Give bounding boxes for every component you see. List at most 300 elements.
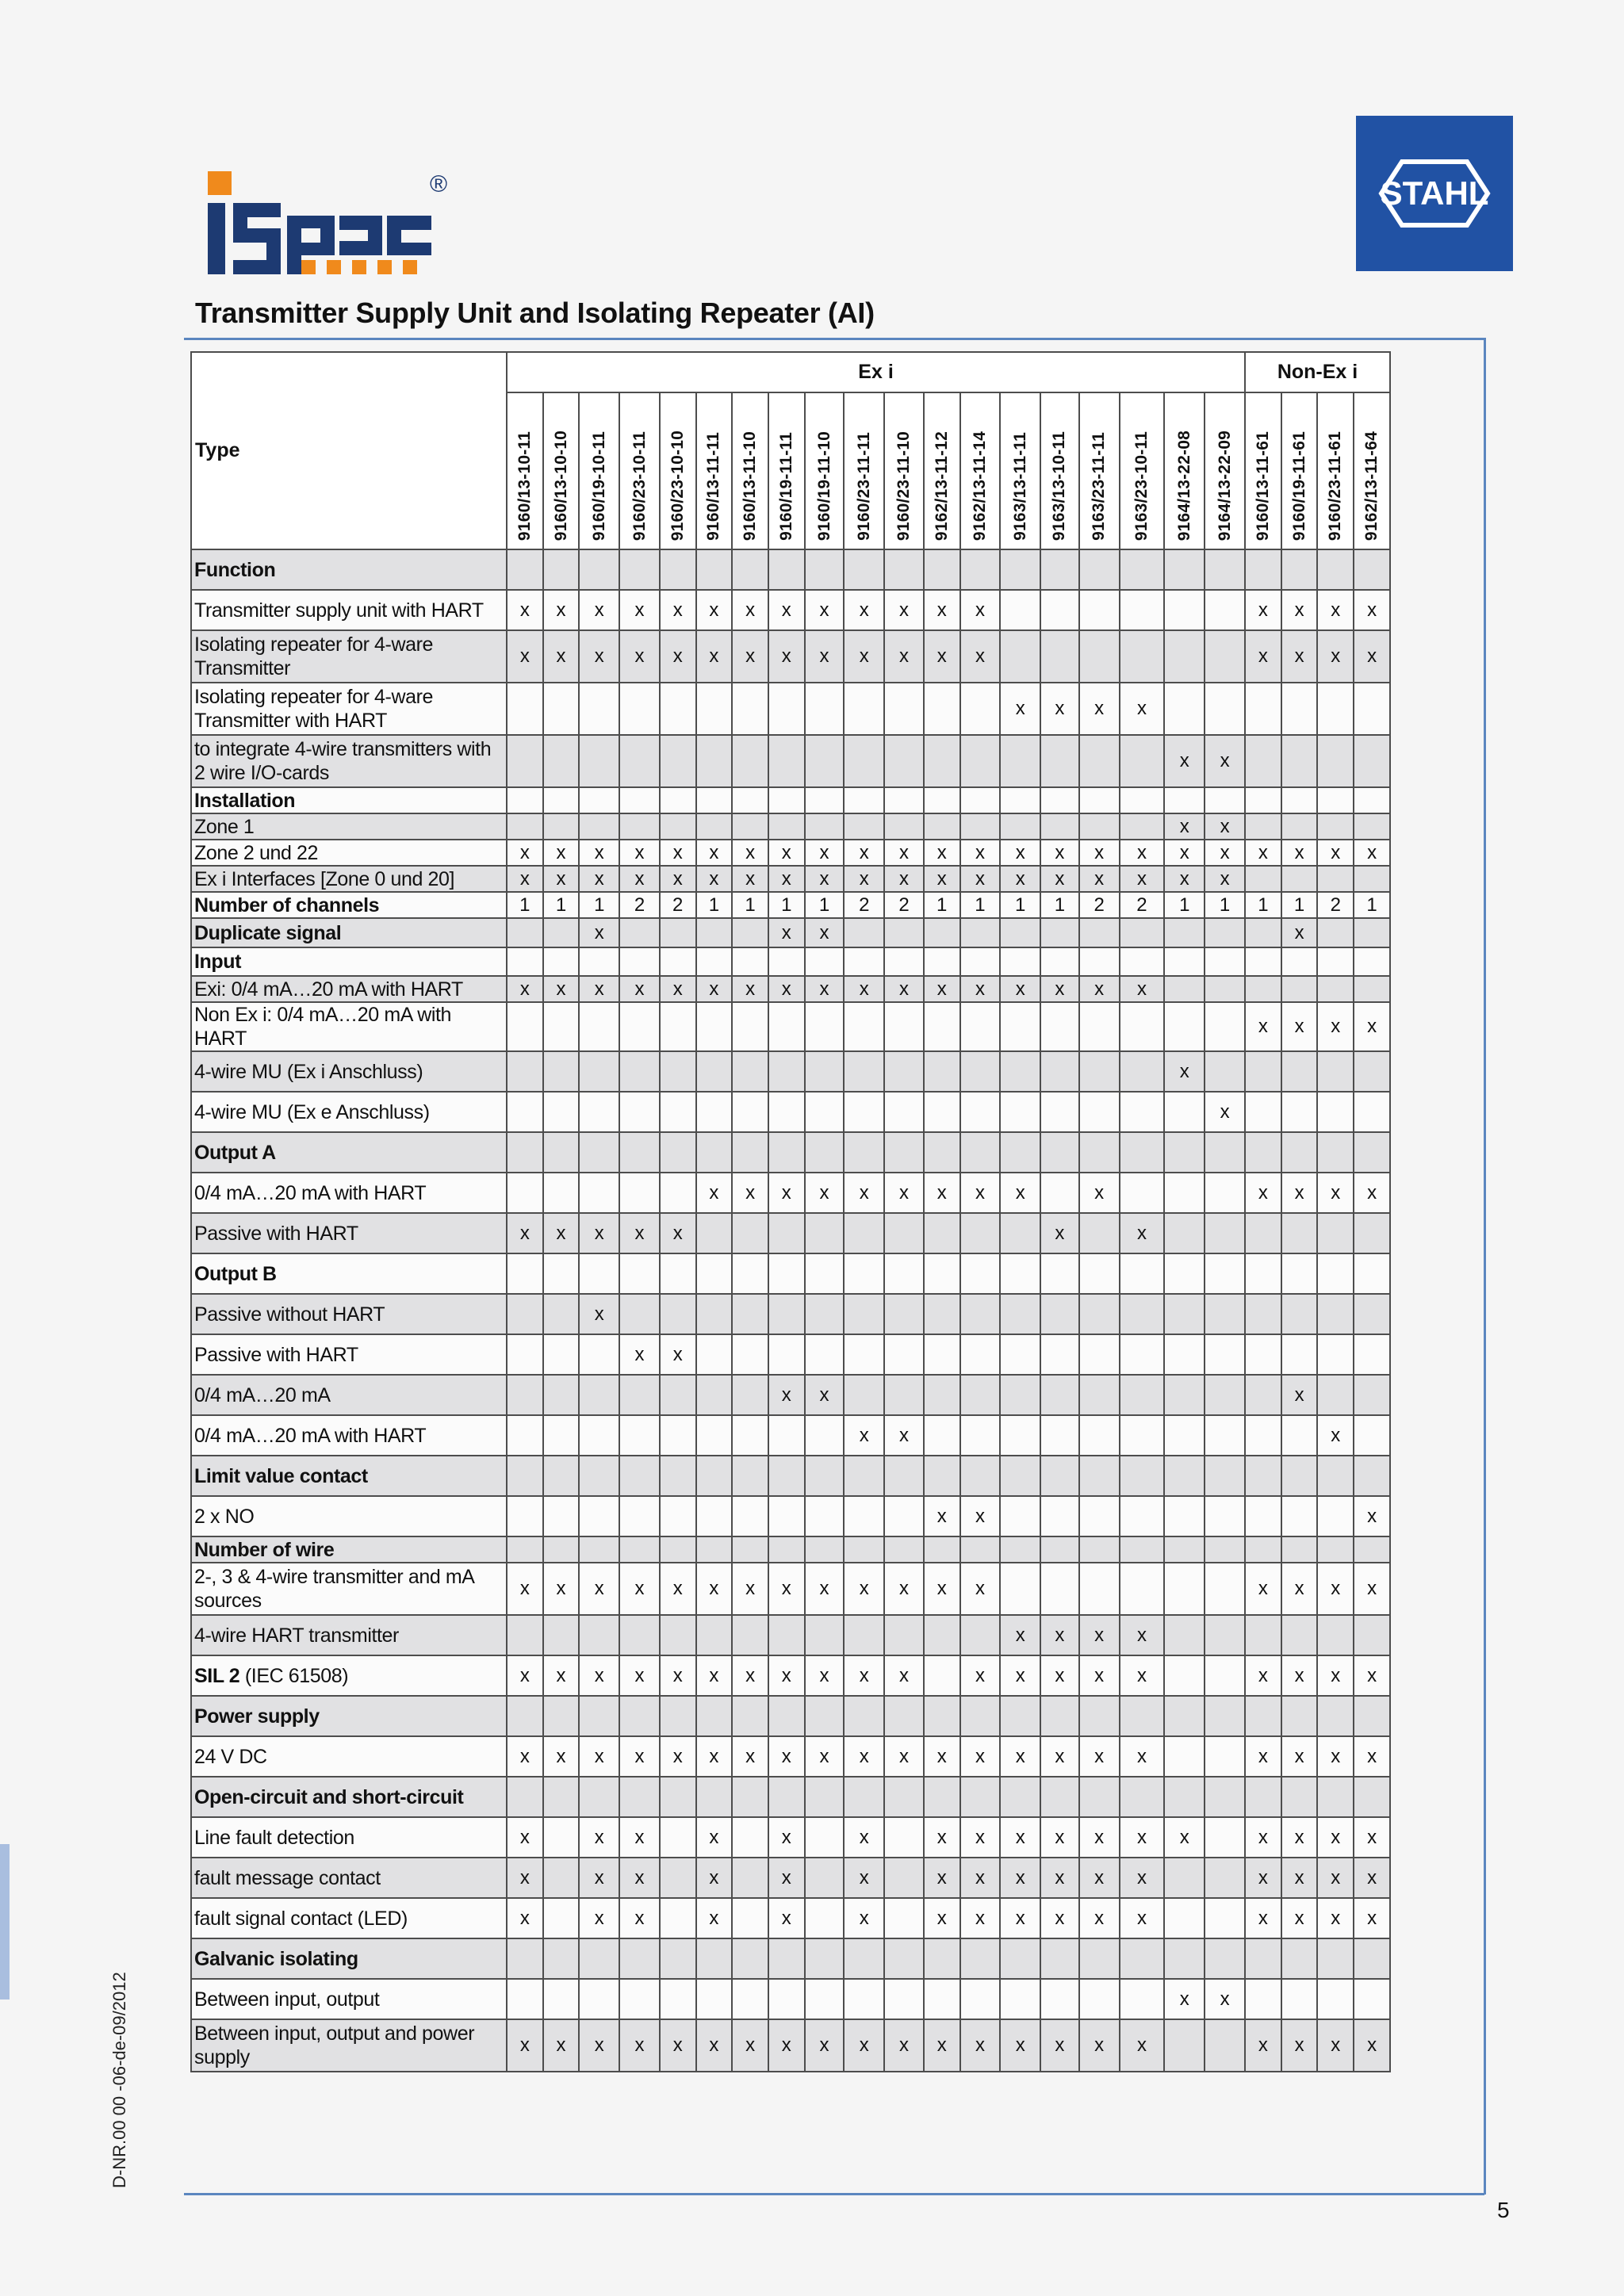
table-cell — [1317, 918, 1354, 947]
table-cell — [844, 1253, 884, 1294]
table-cell — [660, 1253, 696, 1294]
table-cell — [1120, 813, 1165, 840]
table-cell — [768, 1092, 805, 1132]
table-cell: x — [619, 2019, 660, 2072]
table-cell: x — [507, 2019, 543, 2072]
column-header — [1354, 392, 1390, 549]
table-cell — [960, 1456, 1001, 1496]
table-cell: x — [805, 1736, 845, 1777]
row-label: 4-wire MU (Ex i Anschluss) — [191, 1051, 507, 1092]
table-cell — [844, 787, 884, 813]
table-cell — [1040, 549, 1079, 590]
table-cell: x — [884, 590, 924, 630]
row-label: to integrate 4-wire transmitters with 2 wire I/O-cards — [191, 735, 507, 787]
table-cell: x — [805, 976, 845, 1002]
table-cell — [805, 1253, 845, 1294]
table-cell — [924, 1777, 960, 1817]
table-cell — [1164, 2019, 1205, 2072]
table-cell — [884, 1456, 924, 1496]
table-cell: 2 — [844, 892, 884, 918]
row-label: Output A — [191, 1132, 507, 1173]
table-cell: x — [696, 630, 733, 683]
table-cell: x — [1354, 1817, 1390, 1858]
row-label — [191, 1655, 507, 1696]
table-cell — [960, 947, 1001, 976]
table-cell — [732, 1615, 768, 1655]
table-cell: x — [1317, 1173, 1354, 1213]
table-cell — [768, 1051, 805, 1092]
table-cell — [1000, 1415, 1040, 1456]
table-cell: x — [619, 590, 660, 630]
table-cell — [1281, 1979, 1318, 2019]
table-cell — [660, 1132, 696, 1173]
table-cell — [619, 1132, 660, 1173]
table-cell: x — [660, 1213, 696, 1253]
table-cell: x — [1164, 735, 1205, 787]
table-cell — [1317, 1496, 1354, 1536]
table-cell — [1164, 1777, 1205, 1817]
table-cell: 1 — [1040, 892, 1079, 918]
table-cell — [660, 1979, 696, 2019]
table-cell — [543, 1051, 580, 1092]
table-cell — [1079, 787, 1120, 813]
table-cell: x — [884, 976, 924, 1002]
row-label: Input — [191, 947, 507, 976]
table-cell: x — [1040, 1736, 1079, 1777]
table-cell — [1281, 1334, 1318, 1375]
table-cell: x — [960, 630, 1001, 683]
table-cell — [924, 1415, 960, 1456]
table-cell — [768, 1979, 805, 2019]
table-cell: x — [1354, 590, 1390, 630]
table-cell — [805, 1496, 845, 1536]
table-cell — [1317, 976, 1354, 1002]
table-cell: x — [1354, 1736, 1390, 1777]
table-cell — [1205, 1536, 1245, 1563]
table-cell: x — [732, 1563, 768, 1615]
column-header-label: 9160/23-10-11 — [630, 430, 649, 541]
table-cell: x — [1317, 1655, 1354, 1696]
table-cell: x — [543, 1213, 580, 1253]
table-cell — [1281, 1938, 1318, 1979]
table-cell — [543, 1496, 580, 1536]
document-code: D-NR.00 00 -06-de-09/2012 — [109, 1972, 129, 2188]
table-cell — [1281, 813, 1318, 840]
table-cell — [1079, 1051, 1120, 1092]
table-cell — [1354, 1615, 1390, 1655]
table-row — [191, 1938, 1390, 1979]
table-row — [191, 866, 1390, 892]
table-cell — [579, 1051, 619, 1092]
table-cell — [1079, 1294, 1120, 1334]
table-cell — [507, 787, 543, 813]
table-cell: x — [884, 1173, 924, 1213]
table-cell — [1164, 549, 1205, 590]
row-label: Isolating repeater for 4-ware Transmitter with HART — [191, 683, 507, 735]
table-cell — [1164, 787, 1205, 813]
table-cell — [543, 1615, 580, 1655]
table-cell: x — [696, 976, 733, 1002]
table-cell: x — [619, 630, 660, 683]
table-cell: x — [805, 918, 845, 947]
table-row — [191, 1536, 1390, 1563]
table-cell — [924, 1051, 960, 1092]
column-header-label: 9163/23-11-11 — [1090, 432, 1109, 541]
table-cell — [924, 1002, 960, 1051]
table-cell: x — [1354, 2019, 1390, 2072]
table-cell — [1120, 1415, 1165, 1456]
table-cell — [1245, 1536, 1281, 1563]
group-header-row — [191, 352, 1390, 392]
table-cell: x — [543, 1563, 580, 1615]
table-cell — [844, 1496, 884, 1536]
table-row — [191, 976, 1390, 1002]
table-cell: x — [1120, 683, 1165, 735]
table-cell — [1120, 947, 1165, 976]
stahl-logo-text: STAHL — [1380, 174, 1489, 212]
table-cell: 1 — [732, 892, 768, 918]
table-cell — [924, 1696, 960, 1736]
table-cell — [579, 683, 619, 735]
table-cell — [844, 947, 884, 976]
table-row — [191, 2019, 1390, 2072]
table-cell — [1281, 1132, 1318, 1173]
row-label: Zone 1 — [191, 813, 507, 840]
table-cell: x — [1120, 1817, 1165, 1858]
row-label: Passive with HART — [191, 1334, 507, 1375]
table-cell — [1079, 1696, 1120, 1736]
table-cell: x — [1079, 1898, 1120, 1938]
column-header-label: 9162/13-11-64 — [1362, 430, 1381, 541]
table-cell: 1 — [579, 892, 619, 918]
table-cell — [1000, 1132, 1040, 1173]
table-cell — [805, 549, 845, 590]
table-cell — [619, 1979, 660, 2019]
table-cell: x — [1317, 1415, 1354, 1456]
table-cell — [660, 549, 696, 590]
table-cell: x — [507, 630, 543, 683]
table-cell — [924, 1456, 960, 1496]
table-cell — [1120, 1092, 1165, 1132]
table-cell — [1281, 1051, 1318, 1092]
table-cell — [960, 1375, 1001, 1415]
table-cell: x — [579, 630, 619, 683]
table-cell: x — [1245, 590, 1281, 630]
table-cell — [884, 1817, 924, 1858]
table-cell — [1079, 947, 1120, 976]
table-cell — [844, 1002, 884, 1051]
table-cell: 1 — [805, 892, 845, 918]
table-cell — [1245, 1132, 1281, 1173]
column-header-label: 9160/13-11-10 — [741, 430, 760, 541]
table-cell: 2 — [1317, 892, 1354, 918]
table-cell — [1040, 947, 1079, 976]
table-cell: x — [844, 1655, 884, 1696]
table-row — [191, 1736, 1390, 1777]
table-cell — [696, 735, 733, 787]
table-cell: x — [579, 1213, 619, 1253]
table-cell — [844, 683, 884, 735]
table-cell: x — [1245, 630, 1281, 683]
table-cell — [1317, 683, 1354, 735]
table-cell — [579, 735, 619, 787]
row-label: 4-wire HART transmitter — [191, 1615, 507, 1655]
table-cell — [619, 1615, 660, 1655]
table-cell — [768, 735, 805, 787]
table-cell — [660, 1002, 696, 1051]
table-cell — [805, 1615, 845, 1655]
table-cell: x — [1245, 1655, 1281, 1696]
table-cell: x — [696, 590, 733, 630]
table-cell: 1 — [1205, 892, 1245, 918]
table-cell — [543, 1092, 580, 1132]
table-cell — [1000, 1002, 1040, 1051]
table-cell — [1164, 1253, 1205, 1294]
column-header-label: 9160/19-10-11 — [589, 430, 608, 541]
row-label: 2-, 3 & 4-wire transmitter and mA sources — [191, 1563, 507, 1615]
table-cell: x — [1040, 1898, 1079, 1938]
table-cell — [619, 1938, 660, 1979]
column-header — [1040, 392, 1079, 549]
table-cell: x — [1000, 1173, 1040, 1213]
ispac-logo — [205, 168, 450, 279]
table-cell — [660, 1051, 696, 1092]
table-cell — [732, 1979, 768, 2019]
table-cell: x — [960, 976, 1001, 1002]
table-cell — [1245, 683, 1281, 735]
table-cell — [805, 1132, 845, 1173]
table-cell: x — [1354, 1173, 1390, 1213]
table-cell — [543, 1375, 580, 1415]
table-cell — [884, 1334, 924, 1375]
frame-right-line — [1484, 338, 1486, 2195]
table-cell: x — [732, 590, 768, 630]
table-cell — [696, 787, 733, 813]
table-cell — [1040, 1294, 1079, 1334]
table-cell — [579, 813, 619, 840]
table-cell — [1205, 918, 1245, 947]
table-row — [191, 1655, 1390, 1696]
table-cell: x — [768, 976, 805, 1002]
table-cell: 1 — [507, 892, 543, 918]
table-cell: x — [884, 1563, 924, 1615]
table-cell: x — [1000, 1736, 1040, 1777]
table-cell: x — [844, 1858, 884, 1898]
table-cell — [844, 1979, 884, 2019]
table-cell — [960, 1415, 1001, 1456]
table-cell: x — [1120, 1213, 1165, 1253]
table-cell — [805, 787, 845, 813]
table-cell — [1205, 787, 1245, 813]
table-cell: x — [507, 840, 543, 866]
table-row — [191, 1092, 1390, 1132]
table-cell — [768, 1334, 805, 1375]
table-cell — [1000, 1375, 1040, 1415]
table-cell — [1245, 1938, 1281, 1979]
table-cell — [660, 787, 696, 813]
table-row — [191, 1375, 1390, 1415]
table-cell — [1281, 947, 1318, 976]
table-cell — [1120, 1051, 1165, 1092]
table-cell — [1281, 1415, 1318, 1456]
table-cell — [1354, 813, 1390, 840]
table-cell — [884, 1858, 924, 1898]
table-cell — [579, 787, 619, 813]
table-cell: x — [924, 630, 960, 683]
table-cell — [768, 1536, 805, 1563]
table-cell — [924, 1979, 960, 2019]
table-cell: x — [844, 1415, 884, 1456]
table-cell — [660, 1696, 696, 1736]
table-row — [191, 1563, 1390, 1615]
table-cell — [1164, 1736, 1205, 1777]
table-cell — [805, 1415, 845, 1456]
table-cell — [924, 549, 960, 590]
table-cell — [1120, 590, 1165, 630]
table-cell: x — [619, 1563, 660, 1615]
table-cell: x — [696, 1563, 733, 1615]
table-cell — [1120, 1938, 1165, 1979]
table-cell — [768, 1456, 805, 1496]
table-cell — [1000, 1456, 1040, 1496]
table-cell — [543, 1858, 580, 1898]
table-cell — [1281, 1213, 1318, 1253]
table-cell — [1205, 1615, 1245, 1655]
table-cell: x — [960, 1817, 1001, 1858]
column-header-label: 9160/19-11-10 — [814, 430, 833, 541]
table-cell — [579, 1415, 619, 1456]
table-cell — [1205, 1334, 1245, 1375]
table-cell: x — [768, 918, 805, 947]
table-cell — [507, 918, 543, 947]
table-cell: x — [1079, 1858, 1120, 1898]
table-cell — [960, 1979, 1001, 2019]
table-cell — [1317, 1536, 1354, 1563]
table-cell — [732, 1415, 768, 1456]
row-label: Installation — [191, 787, 507, 813]
spec-table — [190, 351, 1391, 2072]
table-cell: x — [579, 1655, 619, 1696]
table-cell — [579, 1334, 619, 1375]
table-cell — [1040, 1979, 1079, 2019]
table-cell — [884, 1132, 924, 1173]
table-cell: x — [696, 1817, 733, 1858]
table-cell — [1164, 1092, 1205, 1132]
table-cell: x — [805, 630, 845, 683]
table-cell — [732, 1375, 768, 1415]
table-row — [191, 1173, 1390, 1213]
row-label: 0/4 mA…20 mA with HART — [191, 1173, 507, 1213]
table-cell: x — [696, 840, 733, 866]
table-cell: x — [1245, 1736, 1281, 1777]
table-cell — [732, 1334, 768, 1375]
table-cell — [696, 1051, 733, 1092]
table-cell: x — [1317, 630, 1354, 683]
table-cell — [805, 1002, 845, 1051]
table-cell — [844, 1334, 884, 1375]
table-cell — [884, 683, 924, 735]
table-cell — [1205, 1655, 1245, 1696]
table-cell — [884, 813, 924, 840]
table-cell — [660, 1173, 696, 1213]
table-cell — [1354, 1415, 1390, 1456]
table-cell — [619, 1173, 660, 1213]
table-cell — [805, 1898, 845, 1938]
table-cell — [660, 1375, 696, 1415]
table-cell — [619, 1294, 660, 1334]
table-cell — [1164, 1334, 1205, 1375]
table-cell — [924, 1132, 960, 1173]
table-cell: x — [660, 1334, 696, 1375]
column-header — [1281, 392, 1318, 549]
table-cell — [1317, 735, 1354, 787]
table-cell: x — [768, 1817, 805, 1858]
table-cell — [1040, 1536, 1079, 1563]
table-cell: x — [1205, 1092, 1245, 1132]
table-cell — [1000, 1051, 1040, 1092]
table-cell: x — [1281, 1563, 1318, 1615]
table-cell — [844, 1213, 884, 1253]
table-cell: x — [884, 2019, 924, 2072]
table-cell — [1040, 1496, 1079, 1536]
table-cell — [507, 1132, 543, 1173]
table-cell: x — [507, 590, 543, 630]
table-cell — [619, 813, 660, 840]
table-cell — [924, 1536, 960, 1563]
table-cell — [543, 1696, 580, 1736]
table-cell — [1000, 1334, 1040, 1375]
table-cell — [660, 1536, 696, 1563]
row-label-strong: SIL 2 — [194, 1664, 240, 1687]
table-cell: x — [543, 840, 580, 866]
table-cell: x — [805, 1173, 845, 1213]
table-cell — [1354, 1051, 1390, 1092]
table-cell — [1354, 735, 1390, 787]
column-header-label: 9160/13-10-10 — [551, 430, 570, 541]
table-cell: x — [960, 1655, 1001, 1696]
table-cell — [619, 1536, 660, 1563]
table-cell: x — [1164, 866, 1205, 892]
table-cell — [1164, 1536, 1205, 1563]
table-cell — [844, 1132, 884, 1173]
table-cell: x — [1120, 1615, 1165, 1655]
table-cell — [884, 1898, 924, 1938]
table-cell — [768, 1496, 805, 1536]
table-cell: x — [1079, 1173, 1120, 1213]
table-cell — [543, 1253, 580, 1294]
table-cell — [732, 1132, 768, 1173]
table-row — [191, 840, 1390, 866]
table-cell — [696, 549, 733, 590]
table-cell — [1205, 1696, 1245, 1736]
table-cell — [1000, 1696, 1040, 1736]
table-cell: x — [768, 630, 805, 683]
table-row — [191, 1817, 1390, 1858]
table-cell — [1317, 1253, 1354, 1294]
table-cell: x — [1040, 1817, 1079, 1858]
column-header — [960, 392, 1001, 549]
table-cell — [507, 683, 543, 735]
table-cell — [884, 1938, 924, 1979]
table-cell: x — [660, 1736, 696, 1777]
table-cell: x — [619, 1655, 660, 1696]
table-cell: x — [1000, 2019, 1040, 2072]
table-cell — [1120, 549, 1165, 590]
table-cell: x — [1317, 1858, 1354, 1898]
column-header-label: 9163/23-10-11 — [1132, 430, 1151, 541]
table-cell — [1040, 1253, 1079, 1294]
table-cell — [1354, 549, 1390, 590]
